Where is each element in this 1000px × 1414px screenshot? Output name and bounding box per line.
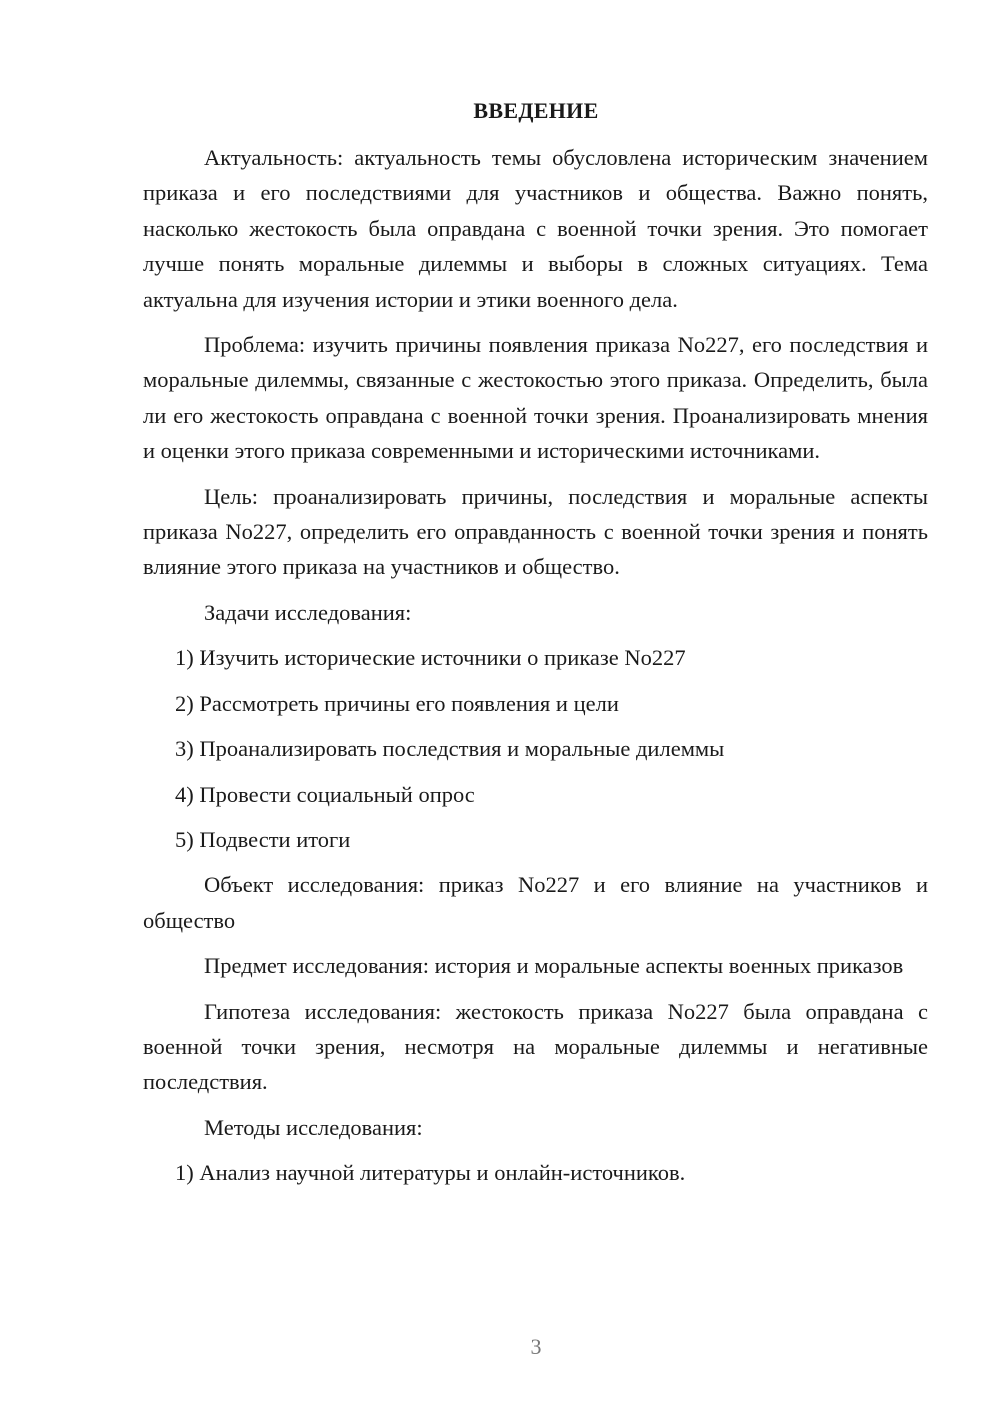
methods-list (143, 1155, 928, 1190)
task-item: 5) Подвести итоги (175, 826, 351, 852)
page-number: 3 (530, 1334, 542, 1359)
hypothesis-paragraph: Гипотеза исследования: жестокость приказа No227 была оправдана с военной точки зрения, несмотря на моральные дилеммы и негативные последствия. (143, 998, 928, 1095)
goal-paragraph: Цель: проанализировать причины, последствия и моральные аспекты приказа No227, определить его оправданность с военной точки зрения и понять влияние этого приказа на участников и общество. (143, 483, 928, 580)
task-item: 4) Провести социальный опрос (175, 781, 475, 807)
relevance-paragraph: Актуальность: актуальность темы обусловлена историческим значением приказа и его последствиями для участников и общества. Важно понять, насколько жестокость была оправдана с военной точки зрения. Это помогает лучше понять моральные дилеммы и выборы в сложных ситуациях. Тема актуальна для изучения истории и этики военного дела. (143, 145, 928, 312)
subject-paragraph: Предмет исследования: история и моральные аспекты военных приказов (204, 953, 904, 979)
task-item: 3) Проанализировать последствия и моральные дилеммы (175, 736, 725, 762)
document-body (143, 140, 928, 1201)
tasks-list (143, 640, 928, 857)
task-item: 1) Изучить исторические источники о приказе No227 (175, 645, 686, 671)
task-item: 2) Рассмотреть причины его появления и цели (175, 690, 619, 716)
methods-heading: Методы исследования: (204, 1114, 423, 1140)
problem-paragraph: Проблема: изучить причины появления приказа No227, его последствия и моральные дилеммы, связанные с жестокостью этого приказа. Определить, была ли его жестокость оправдана с военной точки зрения. Проанализировать мнения и оценки этого приказа современными и историческими источниками. (143, 332, 928, 464)
object-paragraph: Объект исследования: приказ No227 и его влияние на участников и общество (143, 872, 928, 933)
tasks-heading: Задачи исследования: (204, 599, 412, 625)
page-title: ВВЕДЕНИЕ (473, 98, 599, 123)
method-item: 1) Анализ научной литературы и онлайн-источников. (175, 1160, 686, 1186)
